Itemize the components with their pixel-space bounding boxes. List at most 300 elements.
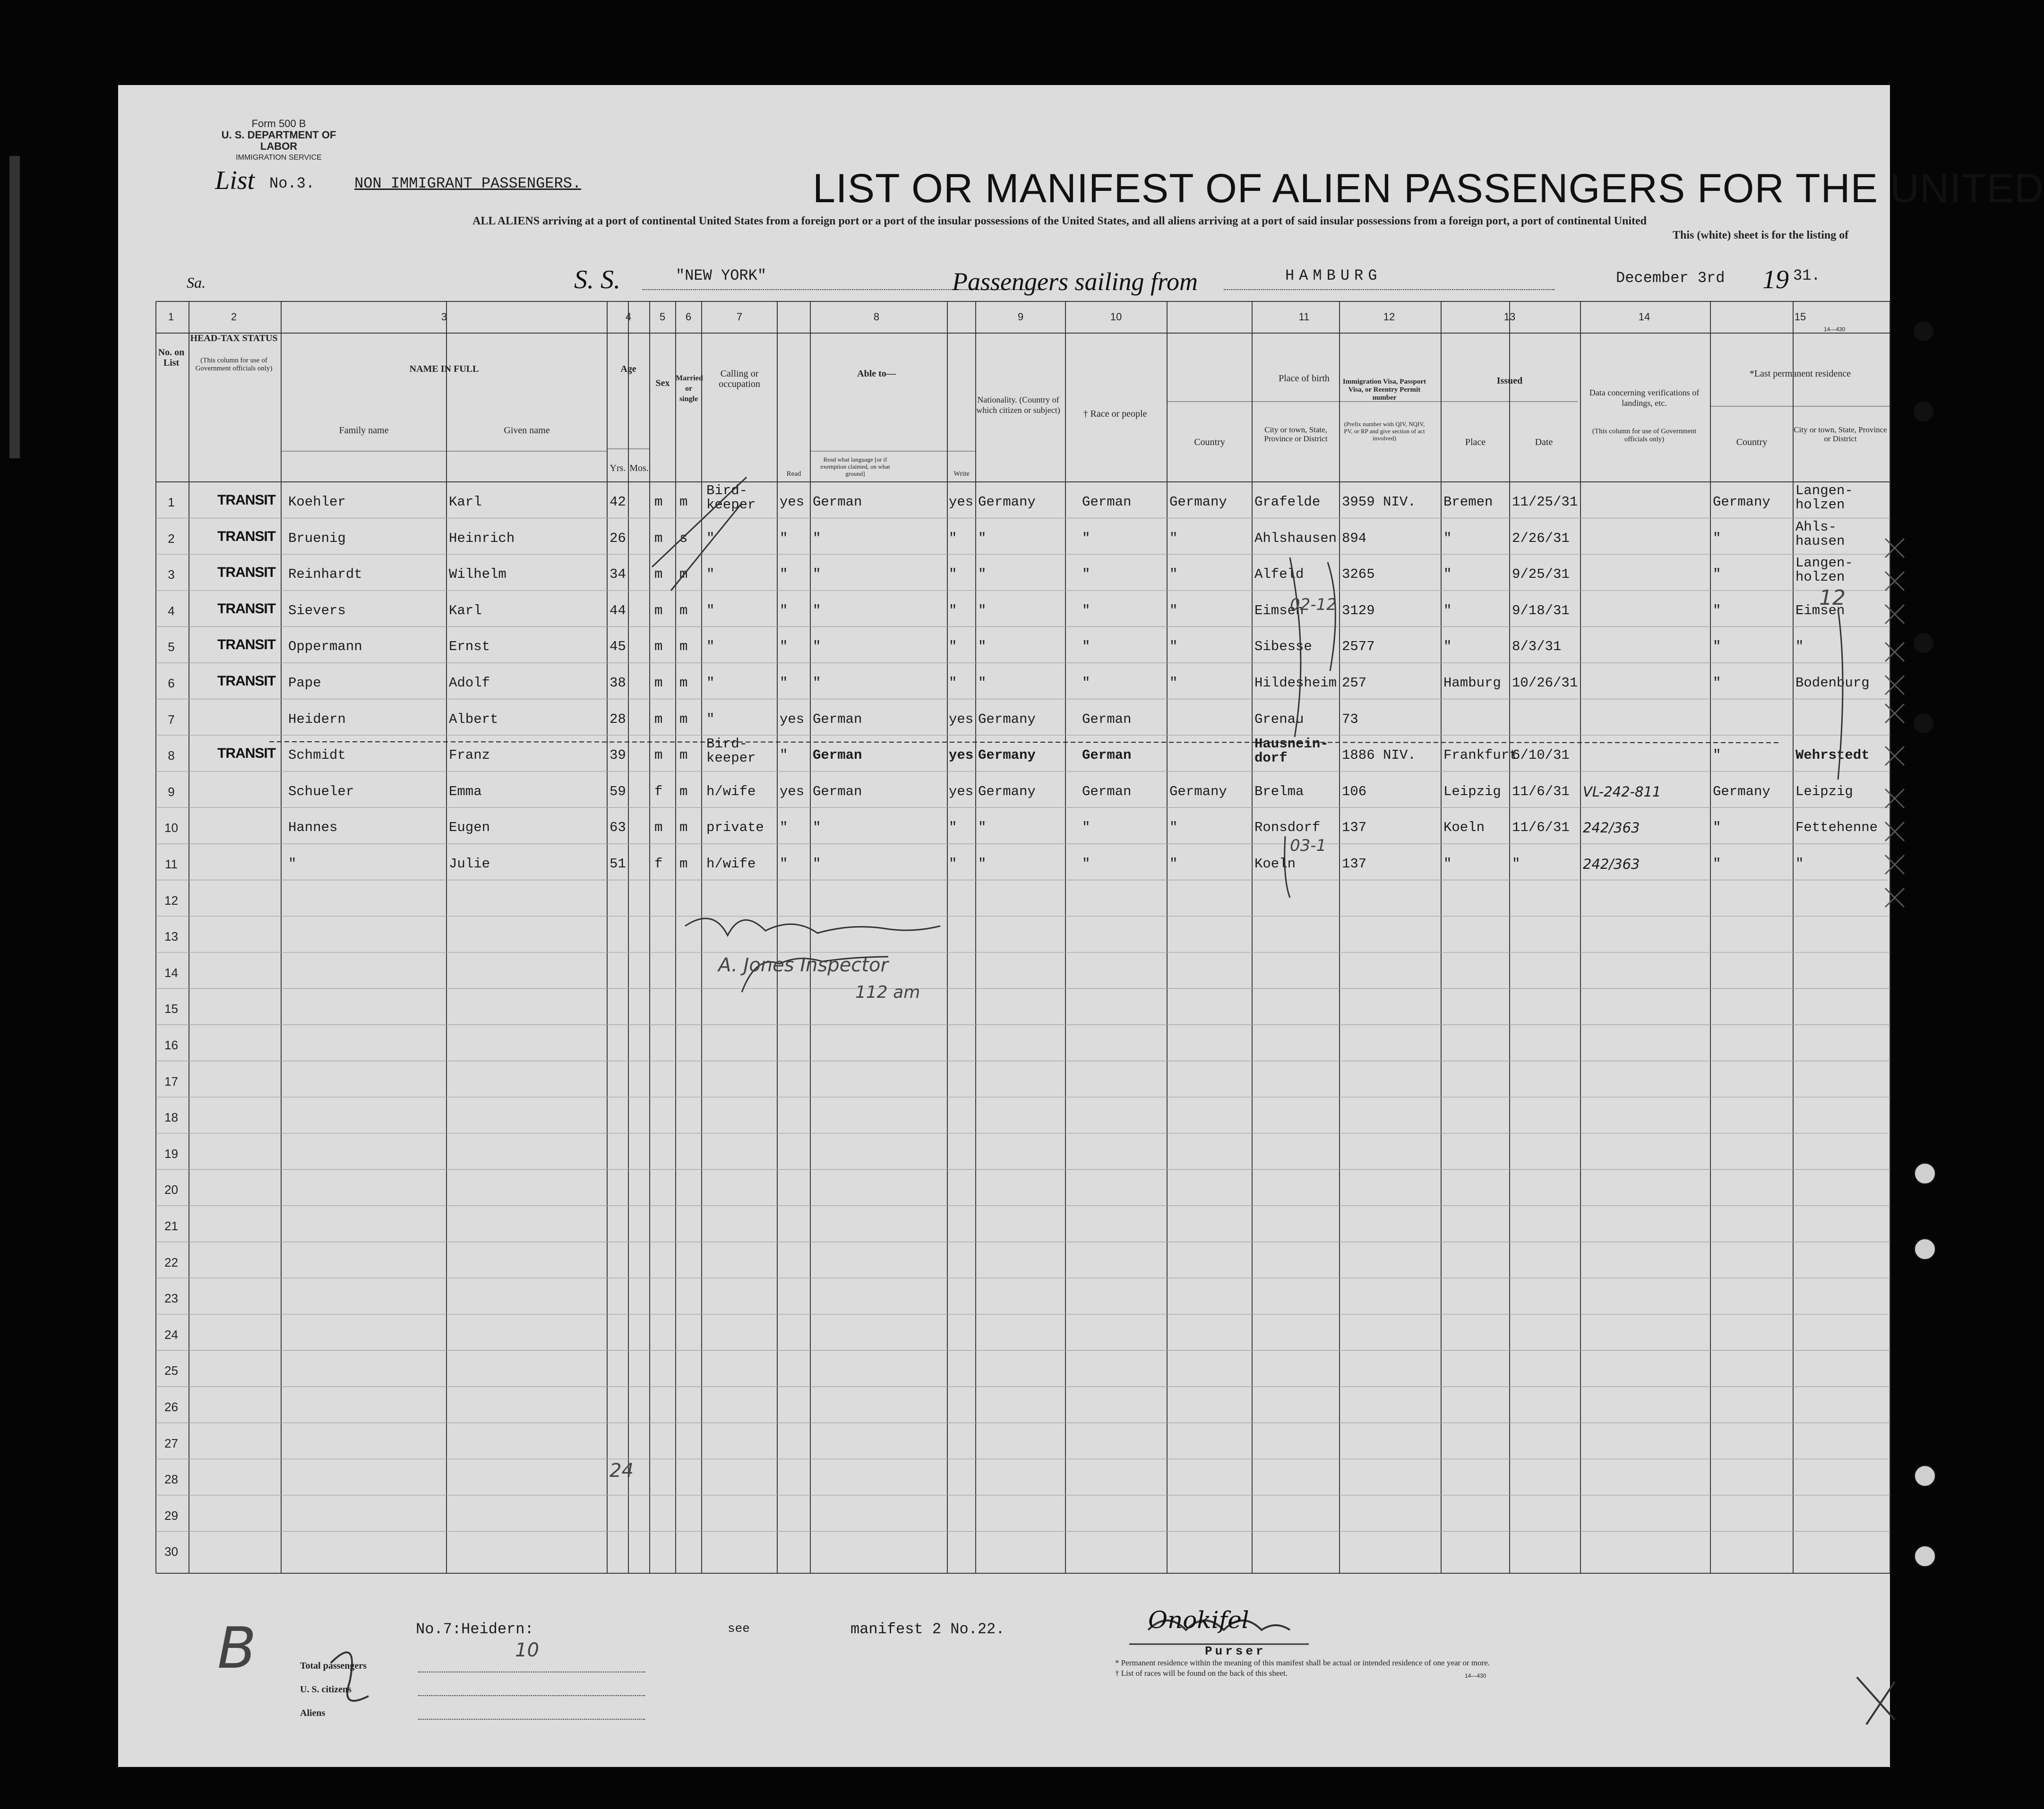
cell-calling: private [706, 820, 764, 836]
binder-hole [1914, 713, 1933, 733]
header-verifications: Data concerning verifications of landings, etc. [1589, 388, 1700, 408]
cell-sex: m [654, 675, 663, 691]
header-res-country: Country [1736, 437, 1768, 447]
cell-race: " [1082, 566, 1091, 583]
cell-calling: " [706, 530, 715, 546]
row-number: 19 [164, 1146, 178, 1161]
cell-family: " [288, 856, 297, 872]
cell-rcity: Langen- holzen [1795, 555, 1853, 585]
cell-nat: " [978, 856, 987, 872]
cell-race: German [1082, 711, 1132, 727]
cell-calling: " [706, 675, 715, 691]
ss-label: S. S. [574, 265, 620, 294]
cell-rcountry: " [1713, 856, 1721, 872]
cell-visa: 1886 NIV. [1342, 747, 1416, 763]
column-number: 9 [1017, 311, 1024, 323]
transit-stamp: TRANSIT [217, 673, 275, 689]
header-head-tax-note: (This column for use of Government officials only) [195, 357, 273, 372]
footnote-2: † List of races will be found on the back of this sheet. [1115, 1669, 1288, 1678]
cell-calling: h/wife [706, 856, 756, 872]
cell-nat: " [978, 639, 987, 655]
header-age: Age [620, 364, 636, 374]
cell-rcountry: " [1713, 747, 1721, 763]
cell-ms: s [679, 530, 688, 546]
cell-given: Albert [449, 711, 498, 727]
cell-bcountry: " [1169, 675, 1178, 691]
list-label: List [215, 166, 255, 195]
purser-signature: Onokifel [1148, 1606, 1249, 1634]
cell-race: German [1082, 747, 1132, 763]
header-sex: Sex [655, 378, 670, 388]
cell-given: Karl [449, 602, 482, 618]
cell-write: " [949, 602, 957, 618]
cell-visa: 3265 [1342, 566, 1375, 583]
manifest-sheet [118, 85, 2044, 1767]
binder-hole [1914, 1238, 1936, 1260]
cell-iplace: " [1443, 602, 1452, 618]
cell-lang: German [813, 711, 862, 727]
cell-race: " [1082, 639, 1091, 655]
form-code-top: 14—430 [1824, 326, 1846, 333]
cell-given: Heinrich [449, 530, 515, 546]
cell-ms: m [679, 820, 688, 836]
cell-idate: 9/18/31 [1512, 602, 1570, 618]
cell-idate: " [1512, 856, 1520, 872]
cell-family: Hannes [288, 820, 338, 836]
cell-given: Adolf [449, 675, 490, 691]
sailing-date: December 3rd [1616, 269, 1725, 287]
cell-rcity: Ahls- hausen [1795, 519, 1845, 549]
cell-nat: Germany [978, 494, 1036, 510]
transit-stamp: TRANSIT [217, 637, 275, 653]
twelve-mark: 12 [1819, 586, 1846, 610]
cell-visa: 106 [1342, 783, 1367, 799]
cell-lang: German [813, 783, 862, 799]
cell-visa: 2577 [1342, 639, 1375, 655]
cell-lang: " [813, 675, 821, 691]
header-nationality: Nationality. (Country of which citizen or subject) [976, 395, 1060, 415]
cell-nat: Germany [978, 783, 1036, 799]
cell-race: " [1082, 530, 1091, 546]
header-calling: Calling or occupation [719, 369, 760, 389]
cell-rcity: Leipzig [1795, 783, 1853, 799]
left-edge-strip [9, 156, 20, 458]
header-res-city: City or town, State, Province or District [1794, 425, 1887, 443]
column-number: 5 [659, 311, 666, 323]
cell-idate: 6/10/31 [1512, 747, 1570, 763]
cell-bcity: Koeln [1254, 856, 1296, 872]
cell-calling: h/wife [706, 783, 756, 799]
row-number: 12 [164, 893, 178, 908]
cell-bcity: Sibesse [1254, 639, 1312, 655]
cell-bcity: Hildesheim [1254, 675, 1337, 691]
footnote-1: * Permanent residence within the meaning of this manifest shall be actual or intended residence of one year or more. [1115, 1658, 1490, 1667]
cell-write: yes [949, 711, 974, 727]
cell-visa: 894 [1342, 530, 1367, 546]
cell-write: " [949, 820, 957, 836]
cell-write: " [949, 566, 957, 583]
form-number: Form 500 B [251, 118, 306, 129]
cell-family: Pape [288, 675, 321, 691]
pencil-marks [118, 85, 1890, 1767]
cell-write: " [949, 856, 957, 872]
column-number: 3 [441, 311, 447, 323]
row-number: 4 [168, 603, 175, 618]
cell-rcity: Langen- holzen [1795, 483, 1853, 513]
row-number: 7 [168, 712, 175, 727]
cell-yrs: 44 [610, 602, 626, 618]
cell-bcountry: Germany [1169, 783, 1227, 799]
footer-manifest-ref: manifest 2 No.22. [850, 1620, 1005, 1638]
row-number: 15 [164, 1002, 178, 1016]
cell-calling: " [706, 566, 715, 583]
cell-calling: Bird- keeper [706, 483, 756, 513]
row-number: 16 [164, 1038, 178, 1052]
cell-verif: 242/363 [1583, 820, 1640, 836]
cell-rcountry: " [1713, 602, 1721, 618]
pencil-code-1: 02-12 [1290, 595, 1337, 614]
cell-family: Sievers [288, 602, 346, 618]
header-visa-note: (Prefix number with QIV, NQIV, PV, or RP and give section of act involved) [1344, 420, 1425, 442]
transit-stamp: TRANSIT [217, 565, 275, 581]
cell-race: " [1082, 675, 1091, 691]
cell-bcountry: " [1169, 566, 1178, 583]
header-issued-place: Place [1465, 437, 1486, 447]
cell-iplace: Frankfurt [1443, 747, 1518, 763]
cell-bcountry: Germany [1169, 494, 1227, 510]
cell-nat: " [978, 566, 987, 583]
row-number: 26 [164, 1400, 178, 1414]
cell-bcountry: " [1169, 639, 1178, 655]
aliens-line [418, 1719, 645, 1720]
cell-bcity: Brelma [1254, 783, 1304, 799]
column-number: 10 [1110, 311, 1122, 323]
cell-visa: 3959 NIV. [1342, 494, 1416, 510]
cell-calling: Bird- keeper [706, 736, 756, 766]
cell-iplace: " [1443, 530, 1452, 546]
cell-iplace: Bremen [1443, 494, 1493, 510]
form-code-bottom: 14—430 [1465, 1672, 1486, 1679]
cell-idate: 11/6/31 [1512, 820, 1570, 836]
binder-hole [1914, 321, 1933, 341]
transit-stamp: TRANSIT [217, 528, 275, 544]
cell-ms: m [679, 856, 688, 872]
binder-hole [1914, 1545, 1936, 1568]
cell-iplace: Leipzig [1443, 783, 1501, 799]
row-number: 17 [164, 1074, 178, 1089]
cell-ms: m [679, 494, 688, 510]
cell-write: " [949, 530, 957, 546]
column-number: 2 [231, 311, 237, 323]
total-label: Total passengers [300, 1661, 367, 1671]
header-family-name: Family name [339, 425, 389, 436]
aliens-label: Aliens [300, 1708, 326, 1718]
cell-bcity: Grafelde [1254, 494, 1321, 510]
cell-sex: m [654, 602, 663, 618]
cell-write: " [949, 639, 957, 655]
cell-lang: " [813, 856, 821, 872]
cell-yrs: 26 [610, 530, 626, 546]
cell-lang: " [813, 602, 821, 618]
row-number: 30 [164, 1544, 178, 1559]
row-number: 24 [164, 1327, 178, 1342]
cell-idate: 10/26/31 [1512, 675, 1578, 691]
cell-family: Bruenig [288, 530, 346, 546]
year-prefix: 19 [1762, 265, 1789, 294]
cell-ms: m [679, 639, 688, 655]
row-number: 21 [164, 1219, 178, 1233]
cell-read: " [780, 602, 788, 618]
cell-sex: f [654, 856, 663, 872]
cell-family: Heidern [288, 711, 346, 727]
row-number: 14 [164, 965, 178, 980]
row-number: 28 [164, 1472, 178, 1487]
department: U. S. DEPARTMENT OF LABOR [221, 129, 336, 152]
row28-mark: 24 [610, 1460, 634, 1482]
cell-calling: " [706, 639, 715, 655]
cell-idate: 11/25/31 [1512, 494, 1578, 510]
column-number: 13 [1503, 311, 1516, 323]
cell-bcity: Grenau [1254, 711, 1304, 727]
binder-hole [1914, 402, 1933, 421]
cell-ms: m [679, 602, 688, 618]
cell-rcountry: Germany [1713, 494, 1770, 510]
cell-rcity: " [1795, 639, 1804, 655]
header-married: Married or single [676, 374, 703, 403]
cell-yrs: 38 [610, 675, 626, 691]
row-number: 8 [168, 748, 175, 763]
pencil-code-2: 03-1 [1290, 836, 1327, 855]
header-issued-date: Date [1535, 437, 1553, 447]
binder-hole [1914, 1162, 1936, 1185]
cell-ms: m [679, 711, 688, 727]
row-number: 6 [168, 676, 175, 690]
cell-ms: m [679, 783, 688, 799]
cell-read: yes [780, 711, 805, 727]
cell-rcity: Fettehenne [1795, 820, 1878, 836]
cell-family: Schmidt [288, 747, 346, 763]
cell-bcity: Alfeld [1254, 566, 1304, 583]
cell-read: " [780, 856, 788, 872]
cell-lang: " [813, 566, 821, 583]
cell-visa: 137 [1342, 856, 1367, 872]
cell-iplace: " [1443, 856, 1452, 872]
cell-sex: f [654, 783, 663, 799]
column-number: 1 [168, 311, 174, 323]
row-number: 18 [164, 1110, 178, 1125]
cell-calling: " [706, 711, 715, 727]
cell-visa: 137 [1342, 820, 1367, 836]
total-value: 10 [515, 1639, 539, 1661]
cell-rcity: Eimsen [1795, 602, 1845, 618]
cell-read: " [780, 639, 788, 655]
header-verif-note: (This column for use of Government officials only) [1592, 428, 1697, 443]
cell-verif: VL-242-811 [1583, 783, 1661, 800]
cell-write: yes [949, 747, 974, 763]
cell-rcountry: " [1713, 820, 1721, 836]
cell-family: Schueler [288, 783, 354, 799]
cell-bcity: Ahlshausen [1254, 530, 1337, 546]
cell-read: yes [780, 494, 805, 510]
binder-hole [1914, 633, 1933, 653]
cell-read: " [780, 747, 788, 763]
cell-calling: " [706, 602, 715, 618]
transit-stamp: TRANSIT [217, 492, 275, 508]
cell-given: Karl [449, 494, 482, 510]
header-write: Write [953, 470, 970, 478]
row-number: 25 [164, 1363, 178, 1378]
cell-bcountry: " [1169, 856, 1178, 872]
cell-lang: German [813, 747, 862, 763]
cell-nat: " [978, 675, 987, 691]
row-number: 13 [164, 929, 178, 944]
cell-rcountry: " [1713, 639, 1721, 655]
page-title: LIST OR MANIFEST OF ALIEN PASSENGERS FOR THE UNITED [813, 166, 2044, 211]
cell-yrs: 59 [610, 783, 626, 799]
row-number: 20 [164, 1183, 178, 1197]
column-number: 7 [736, 311, 743, 323]
cell-nat: " [978, 602, 987, 618]
cell-race: German [1082, 783, 1132, 799]
row-number: 10 [164, 821, 178, 835]
cell-bcity: Hausnein- dorf [1254, 736, 1329, 766]
row-number: 22 [164, 1255, 178, 1269]
header-name-in-full: NAME IN FULL [409, 364, 479, 374]
cell-iplace: " [1443, 639, 1452, 655]
cell-race: " [1082, 820, 1091, 836]
sheet-note: This (white) sheet is for the listing of [1673, 229, 1849, 241]
row-number: 27 [164, 1436, 178, 1450]
header-residence: *Last permanent residence [1749, 369, 1851, 379]
purser-label: Purser [1205, 1644, 1266, 1658]
citizens-line [418, 1695, 645, 1696]
header-no-on-list: No. on List [158, 347, 185, 368]
cell-sex: m [654, 747, 663, 763]
row-number: 29 [164, 1508, 178, 1523]
footer-note: No.7:Heidern: [416, 1620, 534, 1638]
cell-race: German [1082, 494, 1132, 510]
header-head-tax: HEAD-TAX STATUS [190, 333, 278, 343]
cell-idate: 2/26/31 [1512, 530, 1570, 546]
cell-given: Eugen [449, 820, 490, 836]
cell-write: yes [949, 783, 974, 799]
inspector-signature: A. Jones Inspector [718, 954, 888, 976]
cell-given: Franz [449, 747, 490, 763]
sailing-label: Passengers sailing from [952, 267, 1198, 296]
cell-read: " [780, 675, 788, 691]
cell-ms: m [679, 675, 688, 691]
cell-rcity: Bodenburg [1795, 675, 1870, 691]
cell-race: " [1082, 856, 1091, 872]
list-number: No.3. [269, 175, 315, 192]
cell-sex: m [654, 711, 663, 727]
column-number: 8 [873, 311, 880, 323]
cell-visa: 3129 [1342, 602, 1375, 618]
cell-bcountry: " [1169, 530, 1178, 546]
cell-sex: m [654, 494, 663, 510]
cell-lang: German [813, 494, 862, 510]
row-number: 2 [168, 531, 175, 546]
cell-family: Koehler [288, 494, 346, 510]
binder-hole [1914, 1465, 1936, 1487]
cell-sex: m [654, 639, 663, 655]
header-issued: Issued [1496, 376, 1523, 386]
cell-given: Emma [449, 783, 482, 799]
cell-read: " [780, 530, 788, 546]
transit-stamp: TRANSIT [217, 746, 275, 762]
header-read: Read [786, 470, 801, 478]
cell-yrs: 63 [610, 820, 626, 836]
header-place-of-birth: Place of birth [1279, 373, 1330, 384]
cell-family: Reinhardt [288, 566, 362, 583]
header-visa: Immigration Visa, Passport Visa, or Reentry Permit number [1342, 378, 1426, 402]
cell-read: yes [780, 783, 805, 799]
service: IMMIGRATION SERVICE [236, 154, 322, 162]
cell-yrs: 39 [610, 747, 626, 763]
cell-idate: 9/25/31 [1512, 566, 1570, 583]
cell-lang: " [813, 639, 821, 655]
header-able-to: Able to— [857, 369, 896, 379]
cell-given: Wilhelm [449, 566, 507, 583]
row-number: 5 [168, 640, 175, 654]
header-birth-city: City or town, State, Province or District [1264, 425, 1328, 443]
cell-sex: m [654, 820, 663, 836]
cell-race: " [1082, 602, 1091, 618]
cell-ms: m [679, 566, 688, 583]
page-subtitle: ALL ALIENS arriving at a port of continental United States from a foreign port or a port of the insular possessions of the United States, and all aliens arriving at a port of said insular possessions from a foreign port, a port of continental United [472, 215, 1647, 227]
row-number: 23 [164, 1291, 178, 1306]
cell-rcountry: " [1713, 530, 1721, 546]
cell-ms: m [679, 747, 688, 763]
cell-sex: m [654, 566, 663, 583]
cell-bcountry: " [1169, 820, 1178, 836]
cell-iplace: Hamburg [1443, 675, 1501, 691]
column-number: 15 [1794, 311, 1806, 323]
big-b-mark: B [217, 1616, 257, 1681]
inspector-time: 112 am [855, 983, 920, 1002]
cell-bcity: Ronsdorf [1254, 820, 1321, 836]
cell-rcountry: Germany [1713, 783, 1770, 799]
row-number: 11 [165, 857, 178, 871]
cell-visa: 257 [1342, 675, 1367, 691]
cell-family: Oppermann [288, 639, 362, 655]
header-birth-country: Country [1194, 437, 1225, 447]
column-number: 4 [625, 311, 632, 323]
cell-bcity: Eimsen [1254, 602, 1304, 618]
cell-lang: " [813, 530, 821, 546]
cell-nat: Germany [978, 711, 1036, 727]
cell-write: yes [949, 494, 974, 510]
list-type: NON IMMIGRANT PASSENGERS. [354, 175, 582, 192]
cell-iplace: Koeln [1443, 820, 1485, 836]
cell-yrs: 28 [610, 711, 626, 727]
cell-yrs: 34 [610, 566, 626, 583]
cell-visa: 73 [1342, 711, 1358, 727]
cell-given: Julie [449, 856, 490, 872]
column-number: 6 [685, 311, 692, 323]
header-mos: Mos. [629, 463, 649, 473]
header-given-name: Given name [504, 425, 550, 436]
cell-yrs: 42 [610, 494, 626, 510]
header-yrs: Yrs. [610, 463, 626, 473]
cell-yrs: 45 [610, 639, 626, 655]
cell-bcountry: " [1169, 602, 1178, 618]
row-number: 1 [168, 495, 175, 509]
cell-read: " [780, 566, 788, 583]
cell-rcity: " [1795, 856, 1804, 872]
footer-see: see [728, 1621, 750, 1636]
cell-nat: " [978, 820, 987, 836]
